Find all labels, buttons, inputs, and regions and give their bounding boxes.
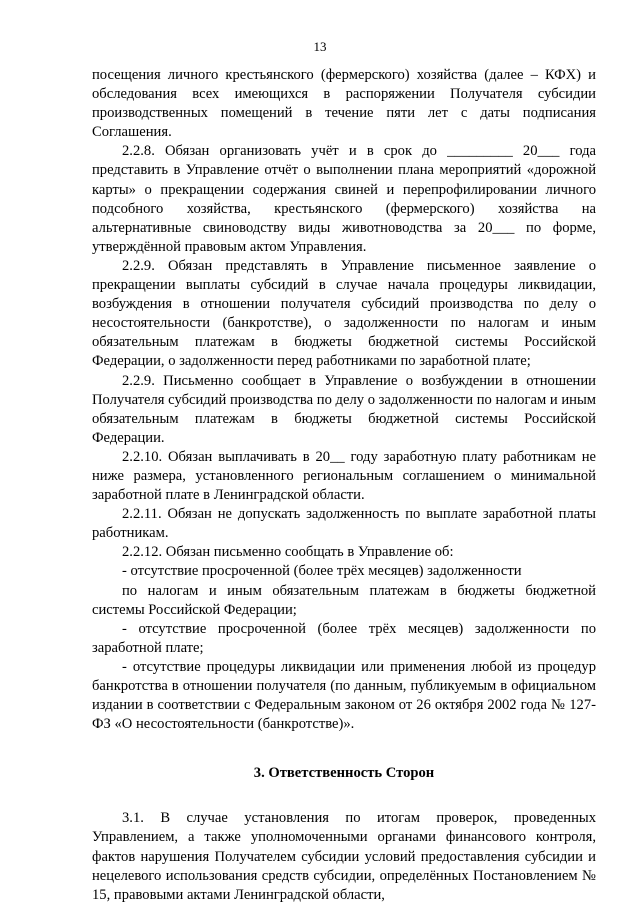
section-3-paragraphs xyxy=(92,809,596,904)
document-body xyxy=(92,66,596,905)
paragraph: 2.2.9. Обязан представлять в Управление письменное заявление о прекращении выплаты субсидий в случае начала процедуры ликвидации, возбуждения в отношении получателя субсидий производства по делу о несостоятельности (банкротстве), о задолженности по налогам и иным обязательным платежам в бюджеты бюджетной системы Российской Федерации, о задолженности перед работниками по заработной плате; xyxy=(92,257,596,370)
paragraph: по налогам и иным обязательным платежам в бюджеты бюджетной системы Российской Федерации; xyxy=(92,582,596,618)
section-heading: 3. Ответственность Сторон xyxy=(253,765,435,782)
paragraph: 2.2.10. Обязан выплачивать в 20__ году заработную плату работникам не ниже размера, установленного региональным соглашением о минимальной заработной плате в Ленинградской области. xyxy=(92,448,596,504)
paragraph: - отсутствие процедуры ликвидации или применения любой из процедур банкротства в отношении получателя (по данным, публикуемым в официальном издании в соответствии с Федеральным законом от 26 октября 2002 года № 127-ФЗ «О несостоятельности (банкротстве)». xyxy=(92,658,596,733)
paragraph: 2.2.12. Обязан письменно сообщать в Управление об: xyxy=(122,544,454,561)
paragraph: 2.2.9. Письменно сообщает в Управление о возбуждении в отношении Получателя субсидий производства по делу о задолженности по налогам и иным обязательным платежам в бюджеты бюджетной системы Российской Федерации. xyxy=(92,372,596,446)
paragraph: - отсутствие просроченной (более трёх месяцев) задолженности xyxy=(122,563,522,580)
paragraph: 2.2.8. Обязан организовать учёт и в срок до _________ 20___ года представить в Управление отчёт о выполнении плана мероприятий «дорожной карты» о прекращении содержания свиней и перепрофилировании личного подсобного хозяйства, крестьянского (фермерского) хозяйства на альтернативные свиноводству виды животноводства за 20___ по форме, утверждённой правовым актом Управления. xyxy=(92,143,596,255)
paragraph: - отсутствие просроченной (более трёх месяцев) задолженности по заработной плате; xyxy=(92,620,596,656)
paragraph: посещения личного крестьянского (фермерского) хозяйства (далее – КФХ) и обследования всех имеющихся в распоряжении Получателя субсидии производственных помещений в течение пяти лет с даты подписания Соглашения. xyxy=(92,67,596,141)
paragraph: 3.1. В случае установления по итогам проверок, проведенных Управлением, а также уполномоченными органами финансового контроля, фактов нарушения Получателем субсидии условий предоставления субсидии и нецелевого использования средств субсидии, определённых Постановлением № 15, правовыми актами Ленинградской области, xyxy=(92,810,596,903)
page-number: 13 xyxy=(313,39,327,54)
section-2-paragraphs xyxy=(92,66,596,734)
paragraph: 2.2.11. Обязан не допускать задолженность по выплате заработной платы работникам. xyxy=(92,506,596,542)
